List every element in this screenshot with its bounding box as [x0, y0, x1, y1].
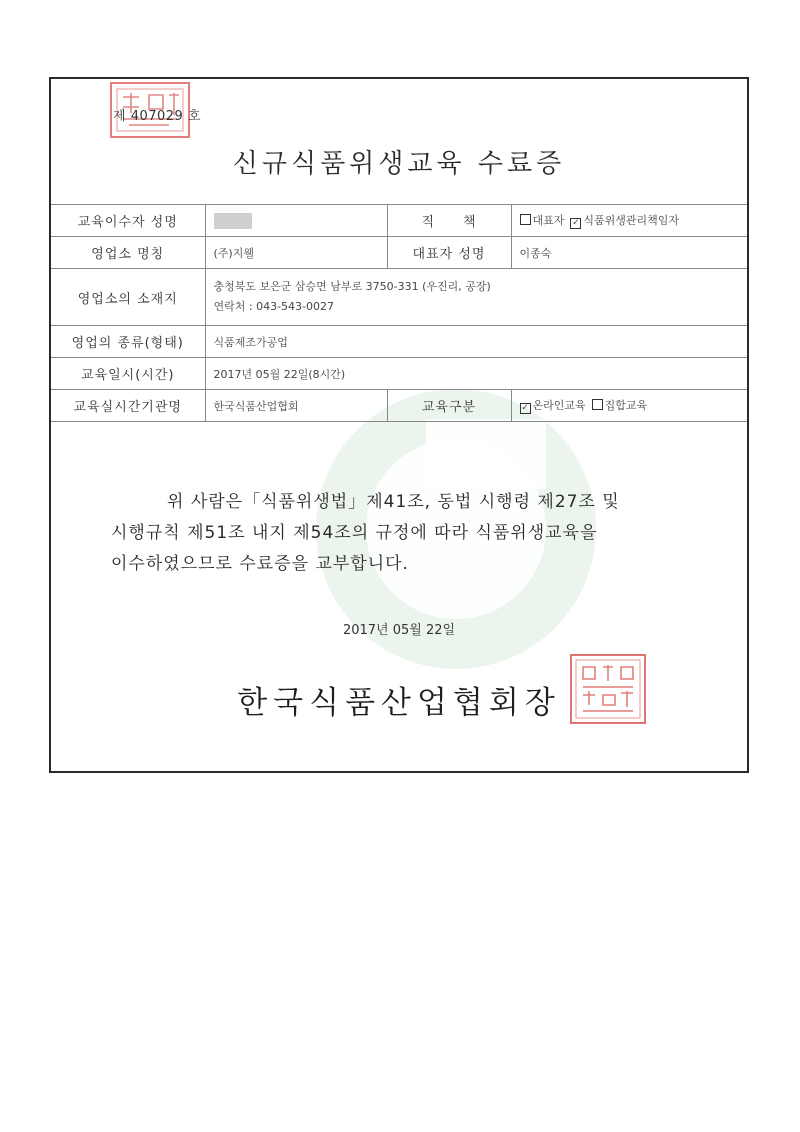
table-row — [51, 237, 747, 269]
business-type-value: 식품제조가공업 — [205, 326, 747, 358]
position-label: 직 책 — [387, 205, 511, 237]
table-row — [51, 205, 747, 237]
trainee-name-label: 교육이수자 성명 — [51, 205, 205, 237]
certificate-frame — [49, 77, 749, 773]
position-options — [511, 205, 747, 237]
issuer-name: 한국식품산업협회장 — [237, 685, 561, 721]
issue-date: 2017년 05월 22일 — [342, 623, 456, 638]
representative-label: 대표자 성명 — [387, 237, 511, 269]
training-type-options — [511, 390, 747, 422]
table-row — [51, 269, 747, 326]
document-number: 제 407029 호 — [113, 109, 202, 124]
statement-line-1: 위 사람은「식품위생법」제41조, 동법 시행령 제27조 및 — [167, 492, 620, 512]
address-label: 영업소의 소재지 — [51, 269, 205, 326]
table-row — [51, 358, 747, 390]
info-table — [51, 204, 747, 422]
document-title: 신규식품위생교육 수료증 — [232, 149, 566, 179]
institution-value: 한국식품산업협회 — [205, 390, 387, 422]
redacted-name — [214, 213, 252, 229]
business-name-label: 영업소 명칭 — [51, 237, 205, 269]
checkbox-icon — [520, 214, 531, 225]
statement-line-2: 시행규칙 제51조 내지 제54조의 규정에 따라 식품위생교육을 — [111, 523, 598, 543]
representative-value: 이종숙 — [511, 237, 747, 269]
training-date-value: 2017년 05월 22일(8시간) — [205, 358, 747, 390]
seal-bottom — [569, 653, 647, 725]
certificate-statement — [111, 487, 701, 580]
position-option-representative: 대표자 — [520, 214, 565, 227]
statement-line-3: 이수하였으므로 수료증을 교부합니다. — [111, 554, 409, 574]
training-type-online: ✓ 온라인교육 — [521, 399, 586, 413]
institution-label: 교육실시간기관명 — [51, 390, 205, 422]
training-type-label: 교육구분 — [387, 390, 511, 422]
table-row — [51, 326, 747, 358]
training-type-group: 집합교육 — [592, 399, 648, 412]
checkbox-checked-icon: ✓ — [572, 218, 580, 228]
checkbox-checked-icon: ✓ — [521, 403, 529, 413]
table-row — [51, 390, 747, 422]
trainee-name-value — [205, 205, 387, 237]
checkbox-icon — [592, 399, 603, 410]
address-cell — [205, 269, 747, 326]
contact-value: 연락처 : 043-543-0027 — [213, 300, 335, 313]
training-date-label: 교육일시(시간) — [51, 358, 205, 390]
business-name-value: (주)지웰 — [205, 237, 387, 269]
business-type-label: 영업의 종류(형태) — [51, 326, 205, 358]
address-value: 충청북도 보은군 삼승면 남부로 3750-331 (우진리, 공장) — [213, 280, 491, 293]
position-option-manager: ✓ 식품위생관리책임자 — [572, 214, 680, 228]
